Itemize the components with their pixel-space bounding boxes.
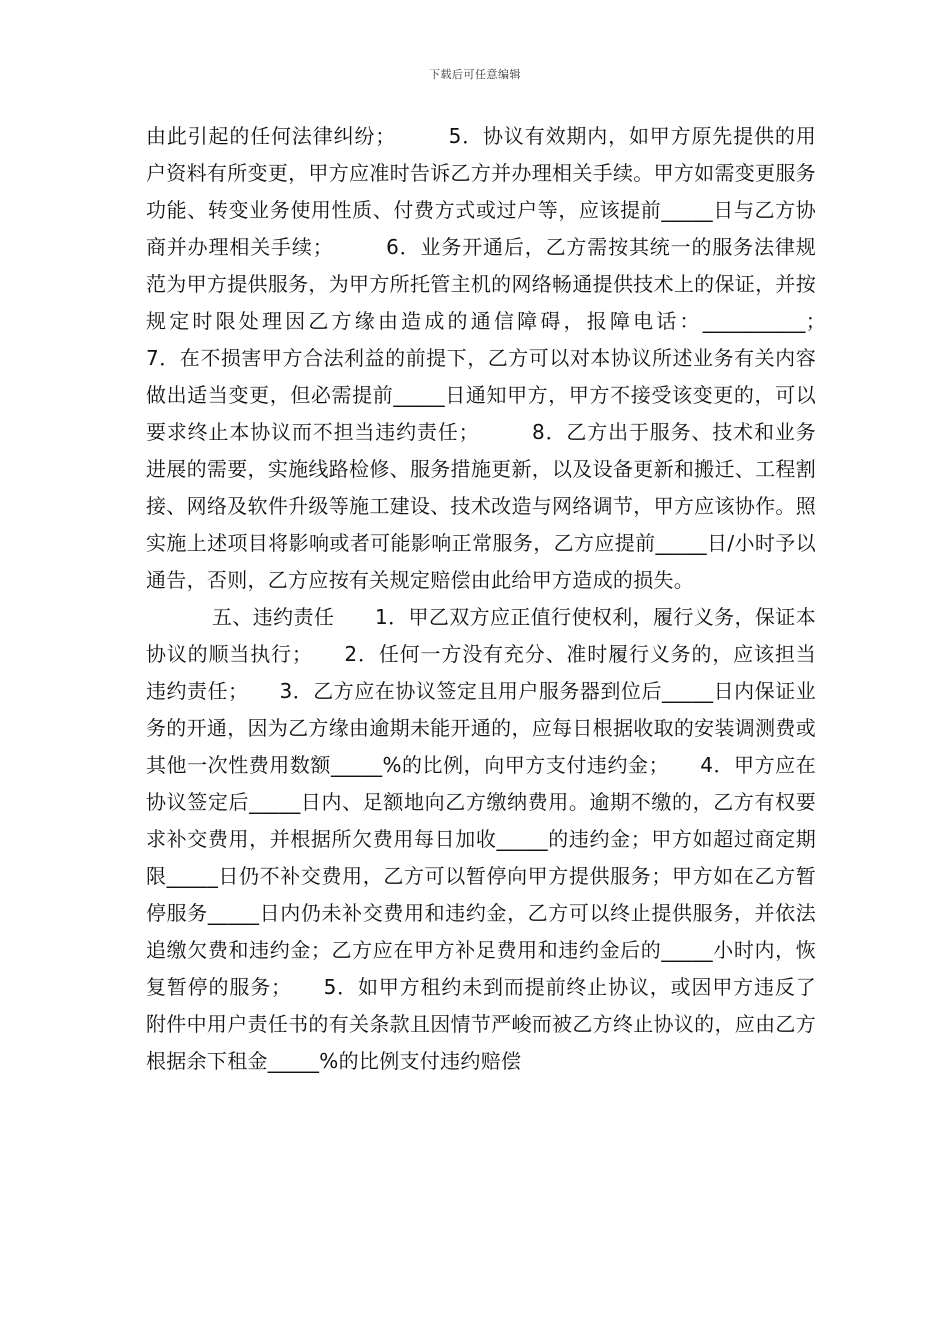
paragraph-breach-liability: 五、违约责任 1．甲乙双方应正值行使权利，履行义务，保证本协议的顺当执行； 2．任何一方没有充分、准时履行义务的，应该担当违约责任； 3．乙方应在协议签定且用户服务器到位后_____日内保证业务的开通，因为乙方缘由逾期未能开通的，应每日根据收取的安装调测费或其他一次性费用数额_____%的比例，向甲方支付违约金； 4．甲方应在协议签定后_____日内、足额地向乙方缴纳费用。逾期不缴的，乙方有权要求补交费用，并根据所欠费用每日加收_____的违约金；甲方如超过商定期限_____日仍不补交费用，乙方可以暂停向甲方提供服务；甲方如在乙方暂停服务_____日内仍未补交费用和违约金，乙方可以终止提供服务，并依法追缴欠费和违约金；乙方应在甲方补足费用和违约金后的_____小时内，恢复暂停的服务； 5．如甲方租约未到而提前终止协议，或因甲方违反了附件中用户责任书的有关条款且因情节严峻而被乙方终止协议的，应由乙方根据余下租金_____%的比例支付违约赔偿	[146, 605, 816, 1073]
document-body	[146, 118, 877, 1080]
page-header: 下载后可任意编辑	[429, 68, 521, 81]
paragraph-service-obligations: 由此引起的任何法律纠纷； 5．协议有效期内，如甲方原先提供的用户资料有所变更，甲方应准时告诉乙方并办理相关手续。甲方如需变更服务功能、转变业务使用性质、付费方式或过户等，应该提前_____日与乙方协商并办理相关手续； 6．业务开通后，乙方需按其统一的服务法律规范为甲方提供服务，为甲方所托管主机的网络畅通提供技术上的保证，并按规定时限处理因乙方缘由造成的通信障碍，报障电话：__________； 7．在不损害甲方合法利益的前提下，乙方可以对本协议所述业务有关内容做出适当变更，但必需提前_____日通知甲方，甲方不接受该变更的，可以要求终止本协议而不担当违约责任； 8．乙方出于服务、技术和业务进展的需要，实施线路检修、服务措施更新，以及设备更新和搬迁、工程割接、网络及软件升级等施工建设、技术改造与网络调节，甲方应该协作。照实施上述项目将影响或者可能影响正常服务，乙方应提前_____日/小时予以通告，否则，乙方应按有关规定赔偿由此给甲方造成的损失。	[146, 124, 877, 592]
